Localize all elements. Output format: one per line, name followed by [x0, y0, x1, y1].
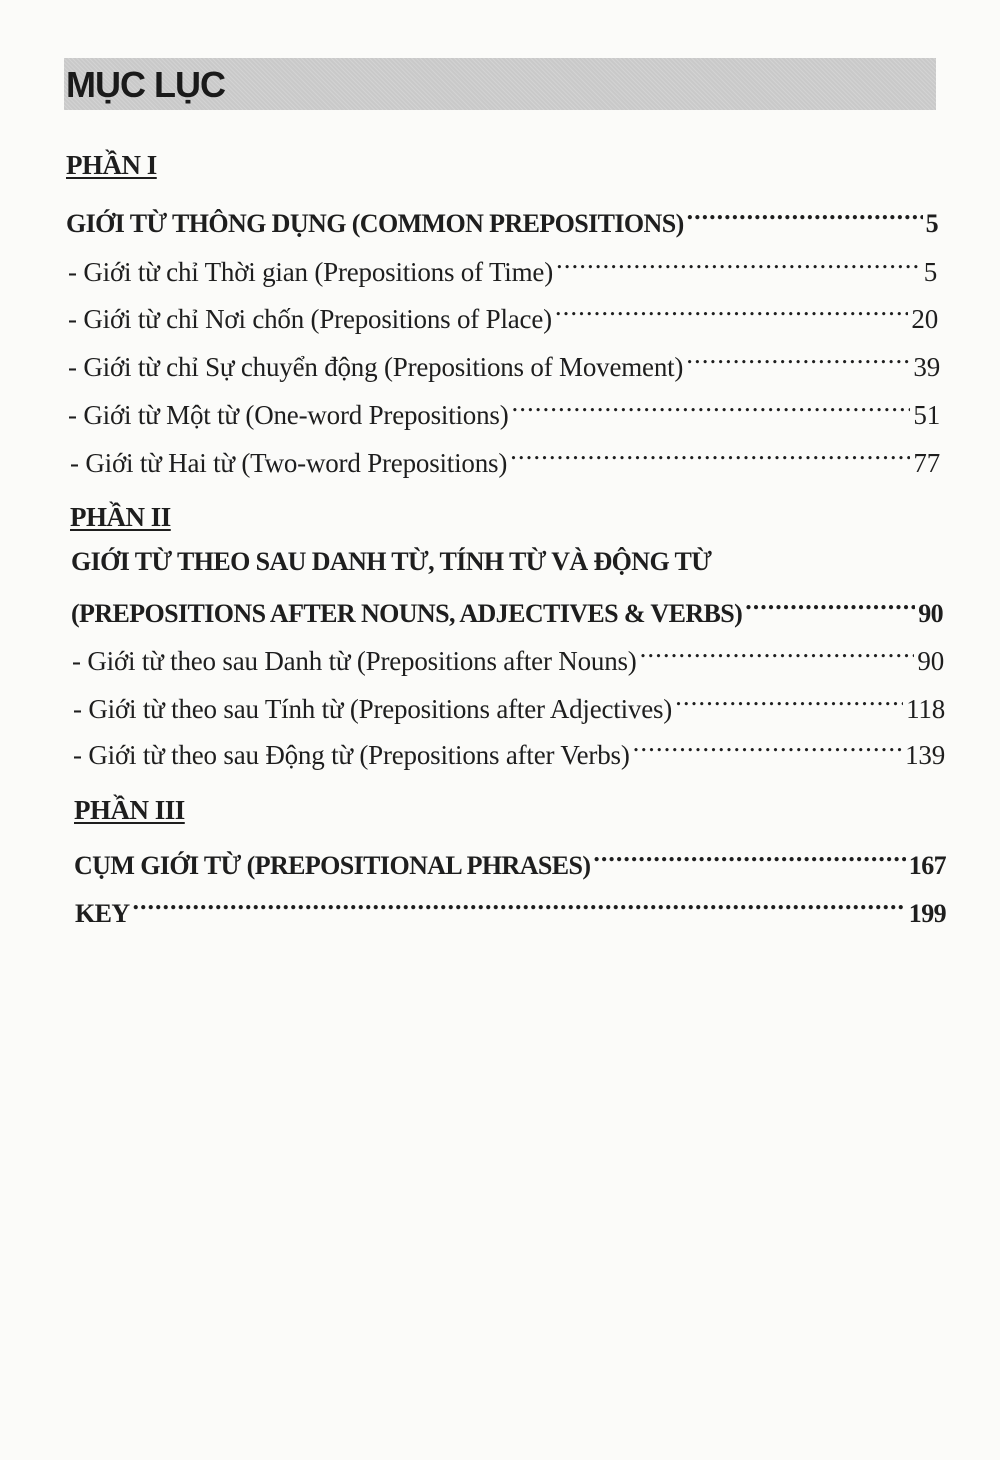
toc-entry-page: 90 — [917, 646, 944, 676]
toc-entry-part-2-heading[interactable] — [71, 582, 943, 628]
toc-entry[interactable] — [73, 678, 945, 724]
dot-leader — [745, 582, 915, 622]
dot-leader — [640, 630, 915, 670]
toc-entry[interactable] — [72, 630, 944, 676]
toc-entry-part-3-heading[interactable] — [74, 834, 946, 880]
dot-leader — [555, 288, 908, 328]
part-2-label: PHẦN II — [70, 502, 171, 532]
toc-entry[interactable] — [73, 724, 945, 770]
toc-entry-text: - Giới từ theo sau Danh từ (Prepositions after Nouns) — [72, 646, 637, 676]
toc-entry-text: CỤM GIỚI TỪ (PREPOSITIONAL PHRASES) — [74, 851, 591, 880]
dot-leader — [675, 678, 903, 718]
toc-entry-text: (PREPOSITIONS AFTER NOUNS, ADJECTIVES & VERBS) — [71, 599, 743, 628]
part-1-label: PHẦN I — [66, 150, 157, 180]
dot-leader — [512, 384, 911, 424]
toc-entry-text: - Giới từ Hai từ (Two-word Prepositions) — [70, 448, 508, 478]
toc-entry[interactable] — [68, 241, 937, 287]
toc-entry-text: GIỚI TỪ THÔNG DỤNG (COMMON PREPOSITIONS) — [66, 209, 684, 238]
toc-entry-page: 20 — [911, 304, 938, 334]
toc-entry-part-1-heading[interactable] — [66, 192, 938, 238]
toc-entry-page: 90 — [918, 599, 943, 628]
toc-entry-page: 5 — [923, 257, 937, 287]
toc-entry-key[interactable] — [75, 882, 946, 928]
toc-entry-page: 39 — [913, 352, 940, 382]
toc-entry-text: KEY — [75, 899, 130, 928]
toc-entry-page: 5 — [925, 209, 938, 238]
toc-entry-page: 139 — [905, 740, 945, 770]
toc-entry-page: 118 — [906, 694, 945, 724]
dot-leader — [510, 432, 910, 472]
toc-entry-text: - Giới từ theo sau Động từ (Prepositions after Verbs) — [73, 740, 630, 770]
part-2-heading-line-1: GIỚI TỪ THEO SAU DANH TỪ, TÍNH TỪ VÀ ĐỘNG TỪ — [71, 547, 712, 576]
toc-entry-text: - Giới từ Một từ (One-word Prepositions) — [68, 400, 509, 430]
dot-leader — [633, 724, 902, 764]
toc-entry[interactable] — [68, 288, 938, 334]
page-title: MỤC LỤC — [66, 64, 225, 105]
title-band — [64, 58, 936, 110]
toc-entry-text: - Giới từ theo sau Tính từ (Prepositions after Adjectives) — [73, 694, 673, 724]
toc-entry-page: 167 — [908, 851, 946, 880]
toc-entry-text: - Giới từ chỉ Nơi chốn (Prepositions of Place) — [68, 304, 552, 334]
toc-entry[interactable] — [68, 336, 940, 382]
dot-leader — [686, 336, 910, 376]
toc-entry[interactable] — [70, 432, 940, 478]
toc-entry-page: 51 — [913, 400, 940, 430]
toc-entry-page: 199 — [908, 899, 946, 928]
toc-entry-text: - Giới từ chỉ Thời gian (Prepositions of Time) — [68, 257, 553, 287]
dot-leader — [133, 882, 906, 922]
toc-entry-text: - Giới từ chỉ Sự chuyển động (Prepositions of Movement) — [68, 352, 684, 382]
toc-entry[interactable] — [68, 384, 940, 430]
dot-leader — [556, 241, 921, 281]
toc-entry-page: 77 — [913, 448, 940, 478]
dot-leader — [593, 834, 905, 874]
part-3-label: PHẦN III — [74, 795, 185, 825]
dot-leader — [687, 192, 923, 232]
